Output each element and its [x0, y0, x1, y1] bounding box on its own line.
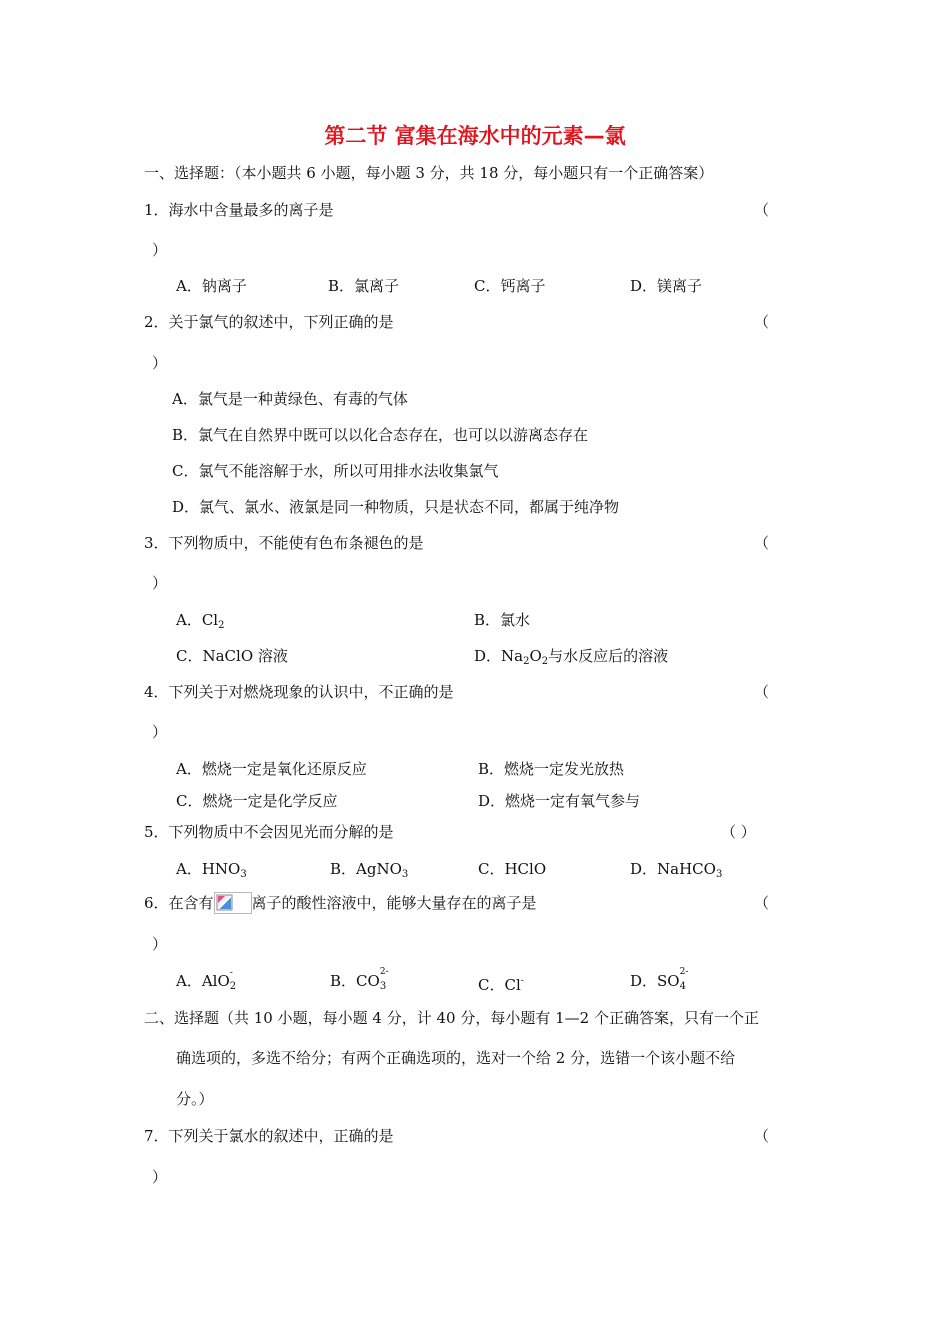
q4-bracket-open: （: [754, 683, 770, 701]
q6-stem: 6．在含有 离子的酸性溶液中，能够大量存在的离子是: [144, 894, 537, 912]
q4-option-a: A．燃烧一定是氧化还原反应: [176, 760, 367, 778]
q4-stem: 4．下列关于对燃烧现象的认识中，不正确的是: [144, 683, 454, 701]
q5-option-d: D．NaHCO$_3$: [630, 860, 723, 880]
section1-heading: 一、选择题：（本小题共 6 小题，每小题 3 分，共 18 分，每小题只有一个正确答案）: [144, 164, 714, 182]
q5-option-c: C．HClO: [478, 860, 547, 878]
q1-option-b: B．氯离子: [328, 277, 400, 295]
q2-option-c: C．氯气不能溶解于水，所以可用排水法收集氯气: [172, 462, 499, 480]
q2-option-d: D．氯气、氯水、液氯是同一种物质，只是状态不同，都属于纯净物: [172, 498, 620, 516]
q1-option-d: D．镁离子: [630, 277, 703, 295]
section2-heading-line2: 确选项的，多选不给分；有两个正确选项的，选对一个给 2 分，选错一个该小题不给: [176, 1049, 736, 1067]
q3-bracket-open: （: [754, 534, 770, 552]
q6-option-b: B．$CO_3$ 2-: [330, 967, 389, 992]
q1-bracket-open: （: [754, 201, 770, 219]
section2-heading-line1: 二、选择题（共 10 小题，每小题 4 分，计 40 分，每小题有 1—2 个正确答案，只有一个正: [144, 1009, 759, 1027]
q5-stem: 5．下列物质中不会因见光而分解的是: [144, 823, 394, 841]
q6-bracket-open: （: [754, 894, 770, 912]
q4-option-c: C．燃烧一定是化学反应: [176, 792, 338, 810]
q2-bracket-open: （: [754, 313, 770, 331]
broken-image-icon: [214, 892, 252, 914]
q1-stem: 1．海水中含量最多的离子是: [144, 201, 334, 219]
q7-bracket-close: ）: [152, 1168, 168, 1186]
q5-option-a: A．$HNO_3$: [176, 860, 247, 880]
q4-bracket-close: ）: [152, 723, 168, 741]
q1-bracket-close: ）: [152, 241, 168, 259]
q3-stem: 3．下列物质中，不能使有色布条褪色的是: [144, 534, 424, 552]
q6-bracket-close: ）: [152, 935, 168, 953]
q2-option-b: B．氯气在自然界中既可以以化合态存在，也可以以游离态存在: [172, 426, 589, 444]
section2-heading-line3: 分。）: [176, 1090, 214, 1108]
page-title: 第二节 富集在海水中的元素—氯: [324, 124, 626, 148]
q2-bracket-close: ）: [152, 354, 168, 372]
q6-option-c: C．Cl-: [478, 976, 524, 994]
q5-bracket: （ ）: [721, 823, 756, 841]
q3-option-b: B．氯水: [474, 611, 531, 629]
q4-option-d: D．燃烧一定有氧气参与: [478, 792, 641, 810]
q3-bracket-close: ）: [152, 574, 168, 592]
q6-option-a: A．AlO$_2$ -: [176, 968, 237, 992]
q3-option-c: C．NaClO 溶液: [176, 647, 288, 665]
q3-option-a: A．$Cl_2$: [176, 611, 225, 631]
q5-option-b: B．AgNO$_3$: [330, 860, 409, 880]
q3-option-d: D．$Na_2O_2$与水反应后的溶液: [474, 647, 669, 667]
q1-option-c: C．钙离子: [474, 277, 546, 295]
q4-option-b: B．燃烧一定发光放热: [478, 760, 625, 778]
q2-option-a: A．氯气是一种黄绿色、有毒的气体: [172, 390, 408, 408]
q6-option-d: D．$SO_4$ 2-: [630, 967, 689, 992]
q7-stem: 7．下列关于氯水的叙述中，正确的是: [144, 1127, 394, 1145]
q1-option-a: A．钠离子: [176, 277, 247, 295]
q7-bracket-open: （: [754, 1127, 770, 1145]
q2-stem: 2．关于氯气的叙述中，下列正确的是: [144, 313, 394, 331]
